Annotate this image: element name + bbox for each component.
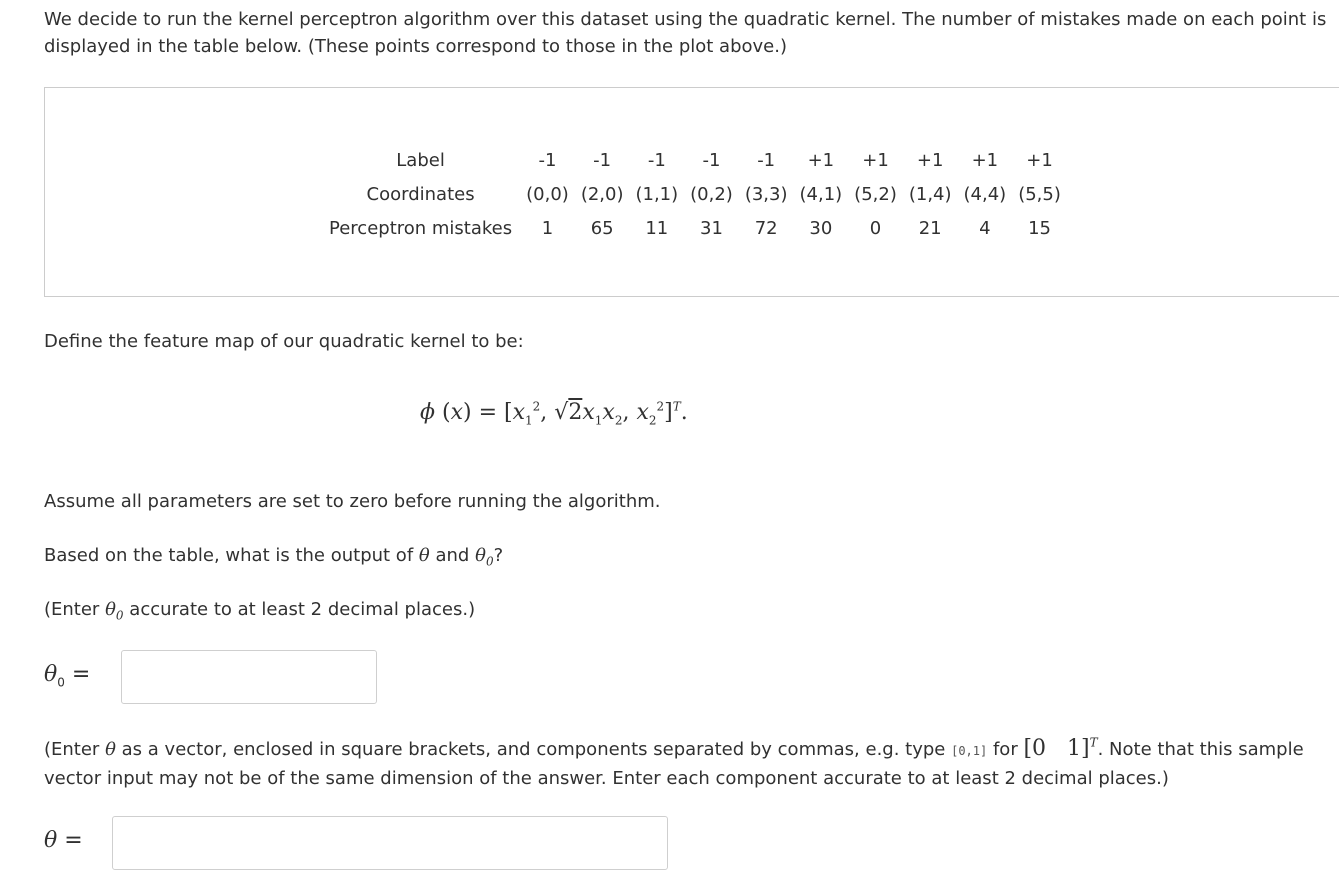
coordinate-cell: (0,0) bbox=[526, 183, 569, 205]
assume-text: Assume all parameters are set to zero before running the algorithm. bbox=[44, 491, 661, 512]
theta0-symbol: $\theta_0$ bbox=[475, 545, 494, 569]
row-label: Coordinates bbox=[366, 183, 475, 205]
label-cell: -1 bbox=[647, 149, 666, 171]
mistake-cell: 11 bbox=[645, 217, 669, 239]
label-cell: +1 bbox=[1026, 149, 1053, 171]
label-cell: -1 bbox=[702, 149, 721, 171]
mistake-cell: 4 bbox=[979, 217, 991, 239]
feature-map-formula: ϕ $(x) = [x_1^2$, $√2x_1x_2$, $x_2^2]^T$. bbox=[420, 399, 688, 428]
intro-paragraph: We decide to run the kernel perceptron algorithm over this dataset using the quadratic kernel. The number of mistakes made on each point is displayed in the table below. (These points correspond to those in the plot above.) bbox=[44, 9, 1327, 57]
coordinate-cell: (5,5) bbox=[1018, 183, 1061, 205]
label-cell: +1 bbox=[807, 149, 835, 171]
hint1-before: (Enter bbox=[44, 739, 100, 760]
coordinates-row bbox=[323, 177, 1067, 211]
theta-symbol: θ bbox=[418, 545, 430, 566]
coordinate-cell: (3,3) bbox=[744, 183, 788, 205]
mistakes-table bbox=[323, 143, 1067, 245]
mistake-cell: 31 bbox=[700, 217, 723, 239]
theta-input[interactable] bbox=[112, 816, 668, 870]
feature-map-text: Define the feature map of our quadratic kernel to be: bbox=[44, 331, 524, 352]
label-row bbox=[323, 143, 1067, 177]
mistake-cell: 65 bbox=[590, 217, 614, 239]
theta-symbol: θ bbox=[105, 739, 116, 760]
theta0-label: $\theta_0$ = bbox=[44, 662, 91, 690]
hint0-after: accurate to at least 2 decimal places.) bbox=[129, 599, 476, 620]
question-text bbox=[44, 542, 503, 569]
mistake-cell: 21 bbox=[918, 217, 942, 239]
row-label: Perceptron mistakes bbox=[329, 217, 513, 239]
label-cell: +1 bbox=[862, 149, 889, 171]
coordinate-cell: (1,4) bbox=[908, 183, 952, 205]
label-cell: +1 bbox=[916, 149, 944, 171]
coordinate-cell: (4,1) bbox=[799, 183, 843, 205]
question-before: Based on the table, what is the output of bbox=[44, 545, 414, 566]
example-code: [0,1] bbox=[951, 744, 988, 758]
coordinate-cell: (2,0) bbox=[580, 183, 624, 205]
coordinate-cell: (5,2) bbox=[854, 183, 897, 205]
coordinate-cell: (1,1) bbox=[635, 183, 679, 205]
hint1-part2: for bbox=[992, 739, 1018, 760]
mistakes-row bbox=[323, 211, 1067, 245]
example-vector: [0 1]$^T$ bbox=[1023, 735, 1098, 761]
theta-label: θ = bbox=[44, 828, 83, 853]
mistake-cell: 1 bbox=[541, 217, 554, 239]
hint1-part3: . Note that this sample vector input may not be of the same dimension of the answer. Enter each component accurate to at least 2 decimal places.) bbox=[44, 739, 1304, 789]
mistake-cell: 72 bbox=[754, 217, 778, 239]
label-cell: -1 bbox=[757, 149, 776, 171]
question-middle: and bbox=[435, 545, 470, 566]
mistake-cell: 15 bbox=[1028, 217, 1051, 239]
theta0-hint bbox=[44, 596, 475, 623]
row-label: Label bbox=[396, 149, 445, 171]
coordinate-cell: (0,2) bbox=[690, 183, 733, 205]
theta-hint bbox=[44, 735, 1334, 792]
question-after: ? bbox=[493, 545, 504, 566]
table-container bbox=[44, 87, 1339, 297]
label-cell: -1 bbox=[538, 149, 557, 171]
mistake-cell: 0 bbox=[869, 217, 882, 239]
theta0-input[interactable] bbox=[121, 650, 377, 704]
hint0-before: (Enter bbox=[44, 599, 100, 620]
label-cell: -1 bbox=[593, 149, 612, 171]
hint1-part1: as a vector, enclosed in square brackets, and components separated by commas, e.g. type bbox=[121, 739, 946, 760]
coordinate-cell: (4,4) bbox=[963, 183, 1007, 205]
label-cell: +1 bbox=[971, 149, 999, 171]
theta0-symbol: $\theta_0$ bbox=[105, 599, 124, 623]
mistake-cell: 30 bbox=[809, 217, 833, 239]
